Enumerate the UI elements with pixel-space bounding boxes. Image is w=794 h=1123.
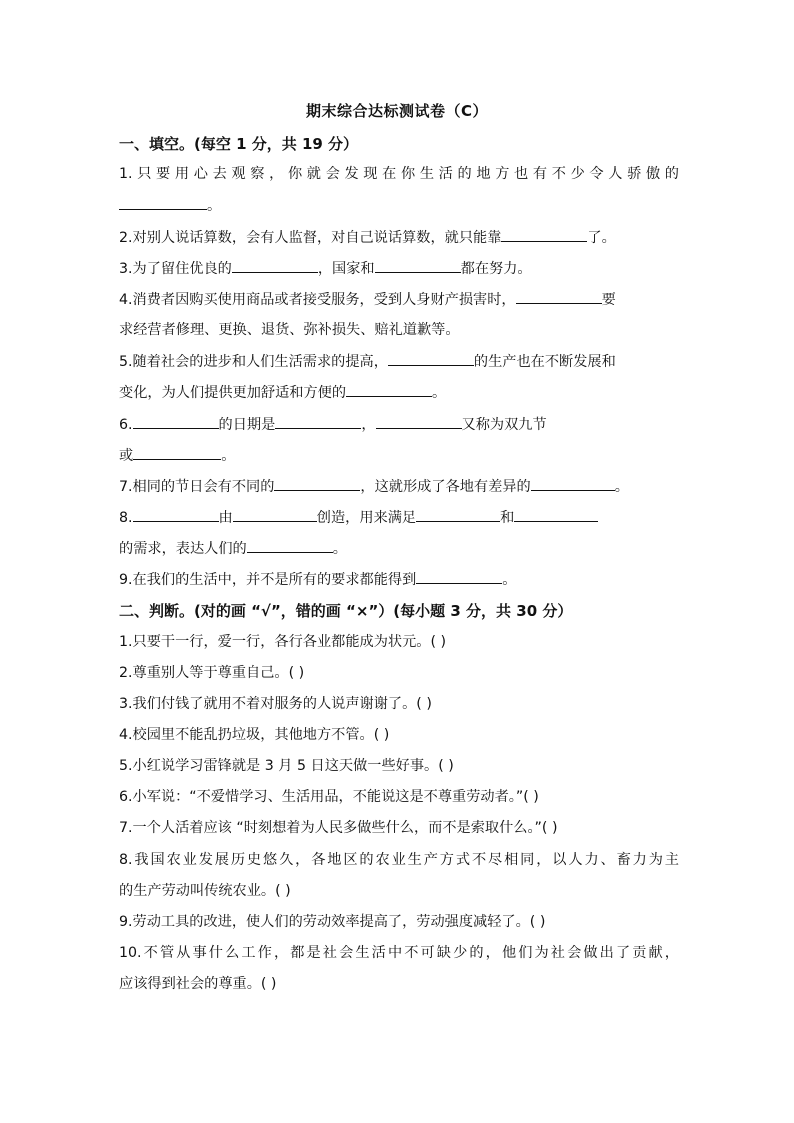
judge-item-6: 6.小军说：“不爱惜学习、生活用品，不能说这是不尊重劳动者。”( ) [119, 789, 539, 805]
question-4-line-1: 4.消费者因购买使用商品或者接受服务，受到人身财产损害时， 要 [119, 289, 679, 310]
judge-item-4: 4.校园里不能乱扔垃圾，其他地方不管。( ) [119, 727, 390, 743]
answer-blank[interactable] [275, 414, 361, 429]
section-fill-blank-heading: 一、填空。(每空 1 分，共 19 分） [119, 135, 359, 153]
answer-blank[interactable] [416, 569, 502, 584]
answer-blank[interactable] [133, 507, 219, 522]
answer-blank[interactable] [233, 507, 317, 522]
answer-blank[interactable] [274, 476, 360, 491]
section-true-false-heading: 二、判断。(对的画 “√”，错的画 “×”）(每小题 3 分，共 30 分） [119, 602, 573, 620]
judge-item-7: 7.一个人活着应该 “时刻想着为人民多做些什么，而不是索取什么。”( ) [119, 820, 558, 836]
question-1-line-2: 。 [119, 195, 679, 216]
question-6-line-1: 6. 的日期是 ， 又称为双九节 [119, 414, 679, 435]
question-1-line-1: 1.只要用心去观察，你就会发现在你生活的地方也有不少令人骄傲的 [119, 166, 679, 182]
answer-blank[interactable] [516, 289, 602, 304]
judge-item-2: 2.尊重别人等于尊重自己。( ) [119, 665, 305, 681]
answer-blank[interactable] [531, 476, 615, 491]
judge-item-3: 3.我们付钱了就用不着对服务的人说声谢谢了。( ) [119, 696, 432, 712]
judge-item-10-line-1: 10.不管从事什么工作，都是社会生活中不可缺少的，他们为社会做出了贡献， [119, 945, 679, 961]
answer-blank[interactable] [388, 351, 474, 366]
question-5-line-1: 5.随着社会的进步和人们生活需求的提高， 的生产也在不断发展和 [119, 351, 679, 372]
question-3: 3.为了留住优良的 ，国家和 都在努力。 [119, 258, 679, 279]
judge-item-8-line-2: 的生产劳动叫传统农业。( ) [119, 883, 291, 899]
answer-blank[interactable] [501, 227, 587, 242]
judge-item-1: 1.只要干一行，爱一行，各行各业都能成为状元。( ) [119, 634, 447, 650]
answer-blank[interactable] [514, 507, 598, 522]
question-4-line-2: 求经营者修理、更换、退货、弥补损失、赔礼道歉等。 [119, 322, 460, 338]
answer-blank[interactable] [247, 538, 333, 553]
judge-item-8-line-1: 8.我国农业发展历史悠久，各地区的农业生产方式不尽相同，以人力、畜力为主 [119, 852, 679, 868]
question-5-line-2: 变化，为人们提供更加舒适和方便的 。 [119, 382, 679, 403]
question-7: 7.相同的节日会有不同的 ，这就形成了各地有差异的 。 [119, 476, 679, 497]
judge-item-10-line-2: 应该得到社会的尊重。( ) [119, 976, 277, 992]
judge-item-5: 5.小红说学习雷锋就是 3 月 5 日这天做一些好事。( ) [119, 758, 454, 774]
answer-blank[interactable] [133, 445, 221, 460]
question-2: 2.对别人说话算数，会有人监督，对自己说话算数，就只能靠 了。 [119, 227, 679, 248]
answer-blank[interactable] [376, 414, 462, 429]
answer-blank[interactable] [346, 382, 432, 397]
judge-item-9: 9.劳动工具的改进，使人们的劳动效率提高了，劳动强度减轻了。( ) [119, 914, 546, 930]
answer-blank[interactable] [416, 507, 500, 522]
answer-blank[interactable] [119, 195, 207, 210]
answer-blank[interactable] [133, 414, 219, 429]
page-title: 期末综合达标测试卷（C） [305, 102, 488, 120]
answer-blank[interactable] [232, 258, 318, 273]
question-9: 9.在我们的生活中，并不是所有的要求都能得到 。 [119, 569, 679, 590]
answer-blank[interactable] [375, 258, 461, 273]
question-6-line-2: 或 。 [119, 445, 679, 466]
question-8-line-2: 的需求，表达人们的 。 [119, 538, 679, 559]
question-8-line-1: 8. 由 创造，用来满足 和 [119, 507, 679, 528]
